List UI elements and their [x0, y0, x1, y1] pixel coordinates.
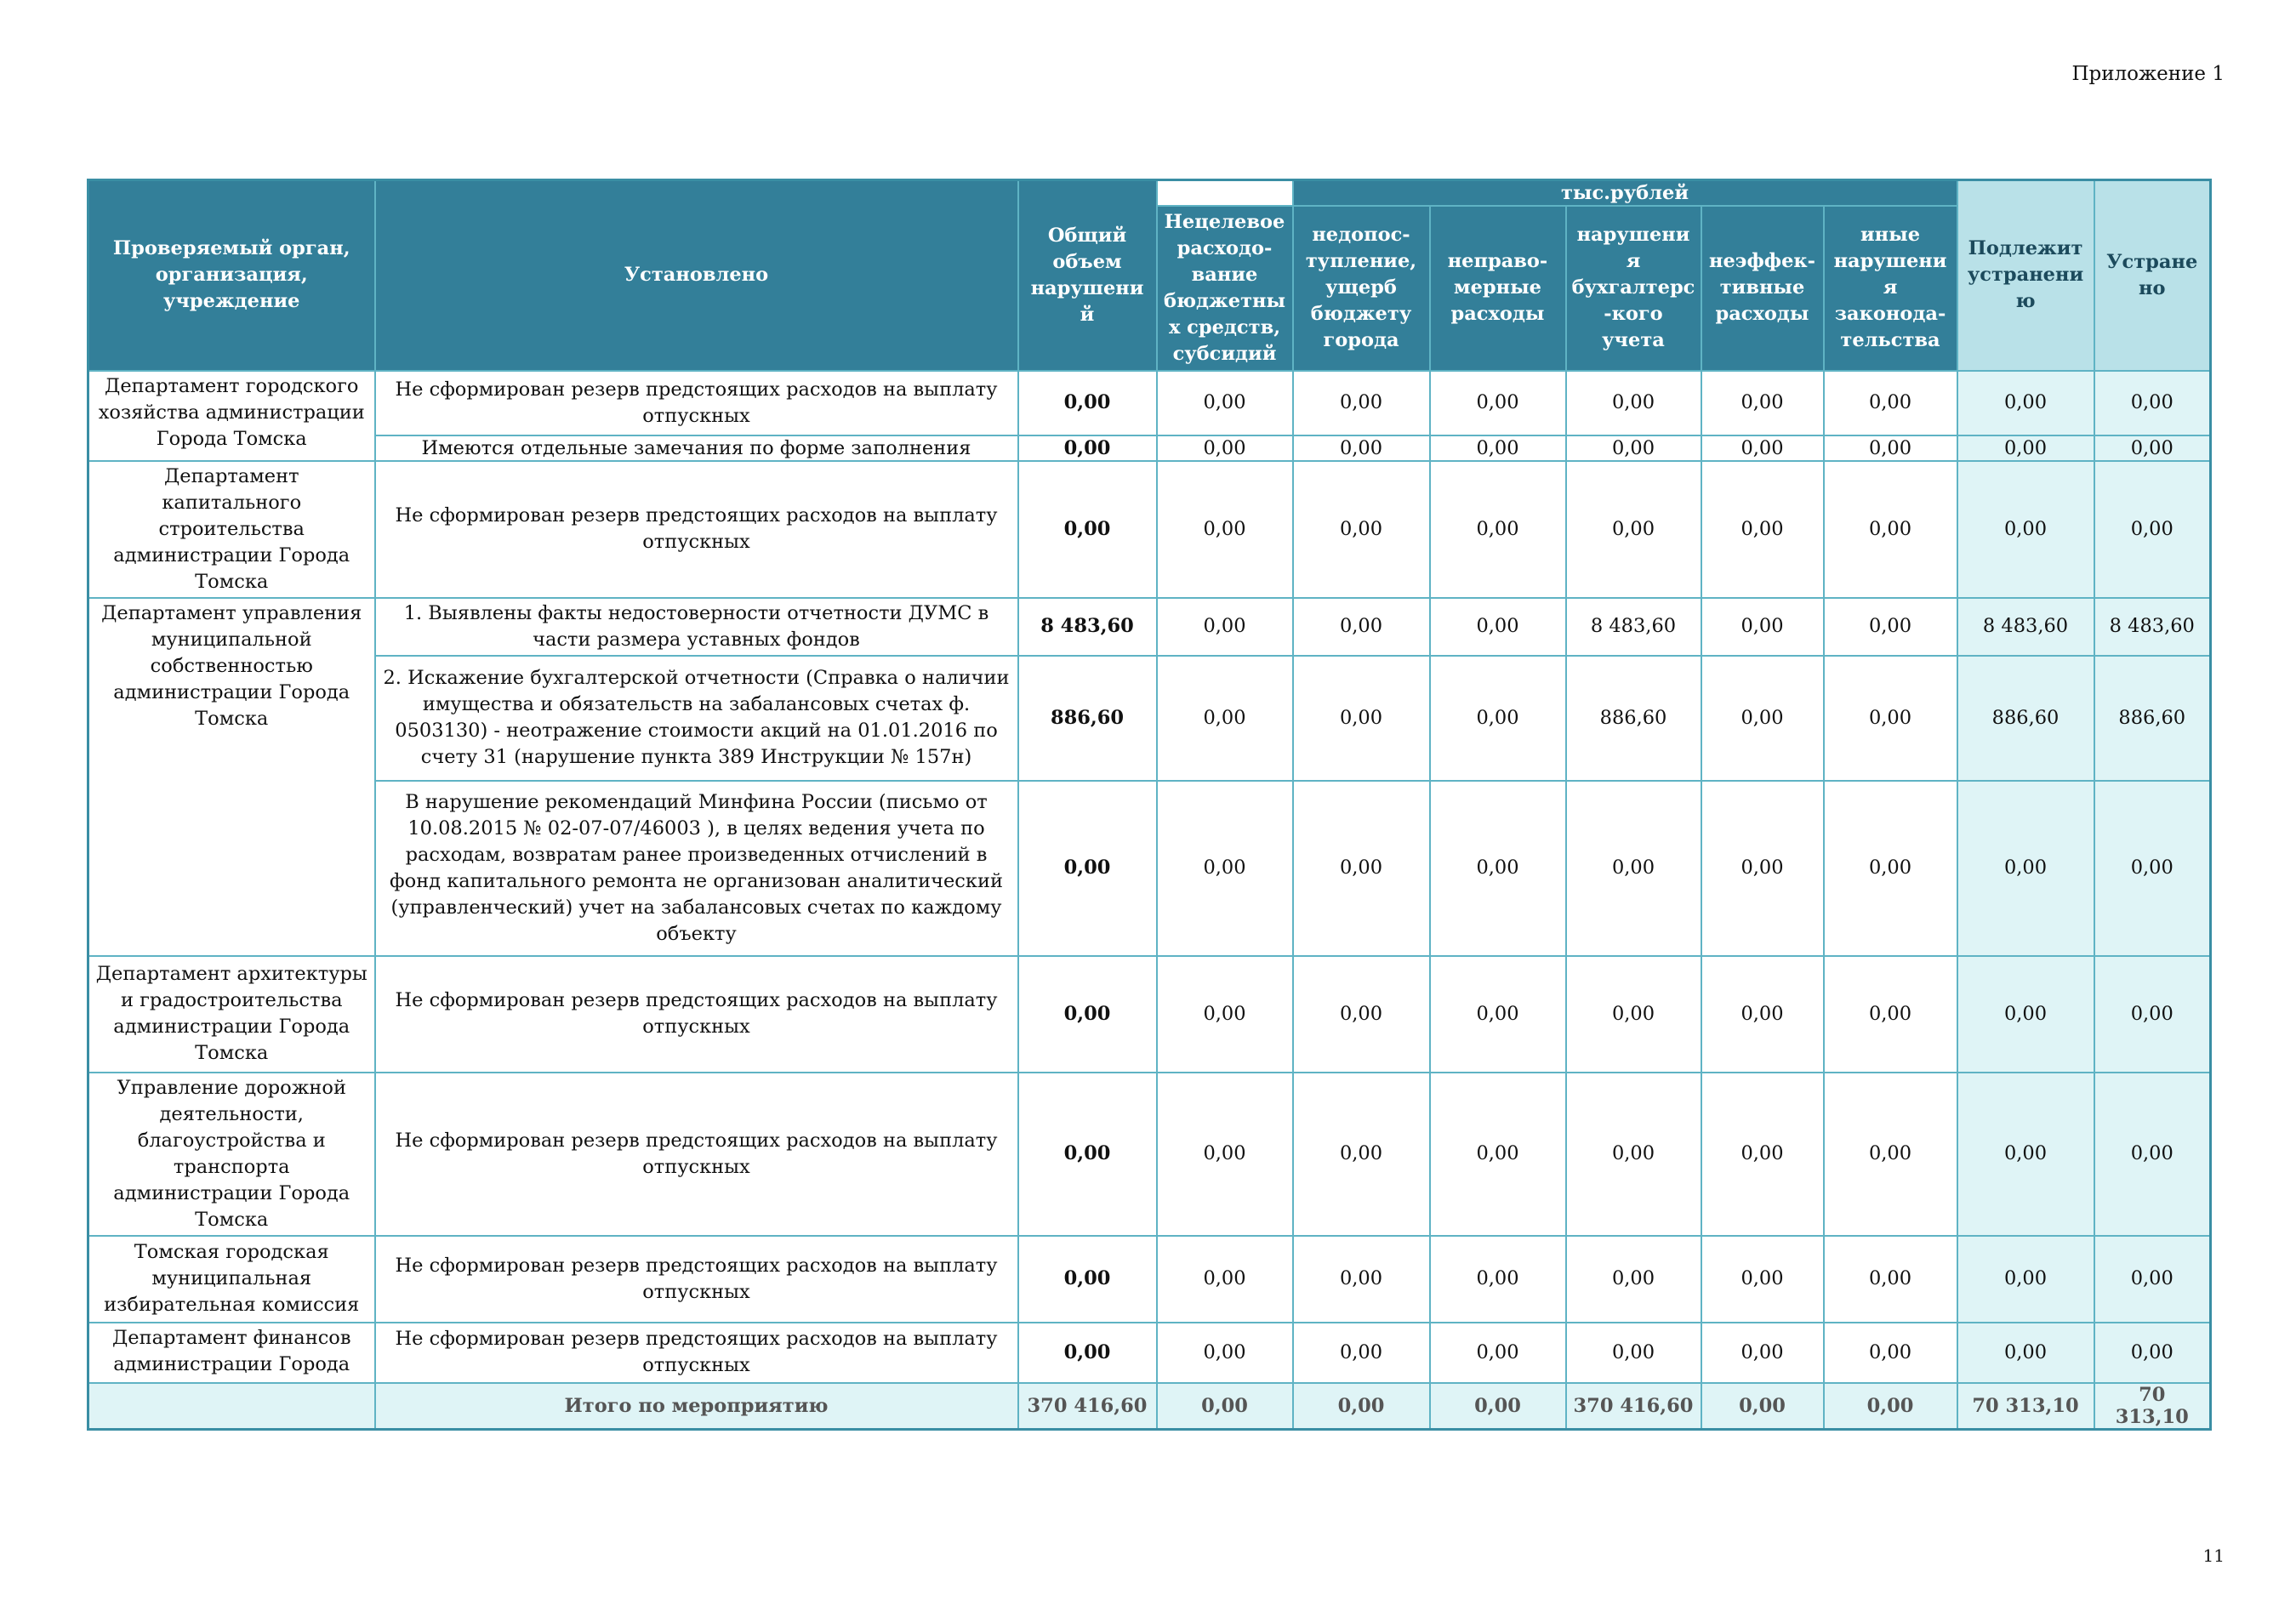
org-cell: Томская городская муниципальная избирательная комиссия: [88, 1236, 375, 1323]
value-other: 0,00: [1824, 435, 1957, 461]
value-accounting: 886,60: [1566, 656, 1701, 781]
value-total: 0,00: [1018, 435, 1157, 461]
value-other: 0,00: [1824, 461, 1957, 598]
table-row: [88, 1073, 2211, 1236]
value-misuse: 0,00: [1157, 371, 1293, 435]
value-to-fix: 0,00: [1957, 1073, 2094, 1236]
value-to-fix: 0,00: [1957, 956, 2094, 1073]
org-cell: Департамент архитектуры и градостроительства администрации Города Томска: [88, 956, 375, 1073]
header-to-fix: Подлежит устранению: [1957, 180, 2094, 371]
value-to-fix: 0,00: [1957, 1236, 2094, 1323]
value-accounting: 0,00: [1566, 435, 1701, 461]
table-row: [88, 1236, 2211, 1323]
value-unlawful: 0,00: [1430, 598, 1566, 656]
finding-cell: Не сформирован резерв предстоящих расходов на выплату отпускных: [375, 1323, 1018, 1383]
value-unlawful: 0,00: [1430, 781, 1566, 956]
value-misuse: 0,00: [1157, 1323, 1293, 1383]
value-misuse: 0,00: [1157, 956, 1293, 1073]
total-value-misuse: 0,00: [1157, 1383, 1293, 1430]
value-other: 0,00: [1824, 781, 1957, 956]
total-value-total: 370 416,60: [1018, 1383, 1157, 1430]
total-value-ineffective: 0,00: [1701, 1383, 1824, 1430]
value-shortfall: 0,00: [1293, 461, 1430, 598]
finding-cell: Не сформирован резерв предстоящих расходов на выплату отпускных: [375, 1236, 1018, 1323]
total-value-other: 0,00: [1824, 1383, 1957, 1430]
total-value-unlawful: 0,00: [1430, 1383, 1566, 1430]
value-ineffective: 0,00: [1701, 1323, 1824, 1383]
header-shortfall: недопос-тупление, ущерб бюджету города: [1293, 206, 1430, 371]
value-other: 0,00: [1824, 1073, 1957, 1236]
value-ineffective: 0,00: [1701, 1236, 1824, 1323]
total-empty-cell: [88, 1383, 375, 1430]
value-accounting: 0,00: [1566, 371, 1701, 435]
org-cell: Департамент городского хозяйства администрации Города Томска: [88, 371, 375, 461]
value-other: 0,00: [1824, 598, 1957, 656]
value-shortfall: 0,00: [1293, 956, 1430, 1073]
table-row: [88, 956, 2211, 1073]
value-fixed: 0,00: [2094, 1323, 2211, 1383]
header-established: Установлено: [375, 180, 1018, 371]
finding-cell: Не сформирован резерв предстоящих расходов на выплату отпускных: [375, 956, 1018, 1073]
table-row: [88, 598, 2211, 656]
value-total: 886,60: [1018, 656, 1157, 781]
value-ineffective: 0,00: [1701, 598, 1824, 656]
total-value-to-fix: 70 313,10: [1957, 1383, 2094, 1430]
header-other: иные нарушения законода-тельства: [1824, 206, 1957, 371]
value-fixed: 0,00: [2094, 781, 2211, 956]
value-to-fix: 0,00: [1957, 781, 2094, 956]
finding-cell: В нарушение рекомендаций Минфина России (письмо от 10.08.2015 № 02-07-07/46003 ), в целях ведения учета по расходам, возвратам ранее произведенных отчислений в фонд капитального ремонта не организован аналитический (управленческий) учет на забалансовых счетах по каждому объекту: [375, 781, 1018, 956]
violations-table: [87, 179, 2212, 1431]
value-to-fix: 8 483,60: [1957, 598, 2094, 656]
value-accounting: 8 483,60: [1566, 598, 1701, 656]
value-ineffective: 0,00: [1701, 656, 1824, 781]
value-unlawful: 0,00: [1430, 956, 1566, 1073]
finding-cell: Не сформирован резерв предстоящих расходов на выплату отпускных: [375, 461, 1018, 598]
value-shortfall: 0,00: [1293, 1073, 1430, 1236]
value-other: 0,00: [1824, 1323, 1957, 1383]
table-row: [88, 656, 2211, 781]
value-to-fix: 0,00: [1957, 435, 2094, 461]
total-value-shortfall: 0,00: [1293, 1383, 1430, 1430]
value-misuse: 0,00: [1157, 435, 1293, 461]
value-ineffective: 0,00: [1701, 371, 1824, 435]
value-misuse: 0,00: [1157, 1073, 1293, 1236]
finding-cell: Имеются отдельные замечания по форме заполнения: [375, 435, 1018, 461]
total-label: Итого по мероприятию: [375, 1383, 1018, 1430]
org-cell: Управление дорожной деятельности, благоустройства и транспорта администрации Города Томска: [88, 1073, 375, 1236]
value-to-fix: 0,00: [1957, 371, 2094, 435]
finding-cell: Не сформирован резерв предстоящих расходов на выплату отпускных: [375, 371, 1018, 435]
value-ineffective: 0,00: [1701, 781, 1824, 956]
value-ineffective: 0,00: [1701, 956, 1824, 1073]
header-accounting: нарушения бухгалтерс-кого учета: [1566, 206, 1701, 371]
value-accounting: 0,00: [1566, 1323, 1701, 1383]
value-fixed: 0,00: [2094, 1236, 2211, 1323]
value-to-fix: 0,00: [1957, 461, 2094, 598]
value-shortfall: 0,00: [1293, 1236, 1430, 1323]
value-shortfall: 0,00: [1293, 598, 1430, 656]
value-accounting: 0,00: [1566, 1236, 1701, 1323]
value-shortfall: 0,00: [1293, 435, 1430, 461]
value-shortfall: 0,00: [1293, 371, 1430, 435]
value-unlawful: 0,00: [1430, 435, 1566, 461]
total-value-accounting: 370 416,60: [1566, 1383, 1701, 1430]
value-ineffective: 0,00: [1701, 461, 1824, 598]
value-unlawful: 0,00: [1430, 1323, 1566, 1383]
value-accounting: 0,00: [1566, 956, 1701, 1073]
value-fixed: 0,00: [2094, 1073, 2211, 1236]
value-unlawful: 0,00: [1430, 1073, 1566, 1236]
value-total: 0,00: [1018, 1073, 1157, 1236]
org-cell: Департамент капитального строительства администрации Города Томска: [88, 461, 375, 598]
value-unlawful: 0,00: [1430, 656, 1566, 781]
finding-cell: 1. Выявлены факты недостоверности отчетности ДУМС в части размера уставных фондов: [375, 598, 1018, 656]
value-ineffective: 0,00: [1701, 435, 1824, 461]
value-shortfall: 0,00: [1293, 781, 1430, 956]
total-row: [88, 1383, 2211, 1430]
table-row: [88, 371, 2211, 435]
value-unlawful: 0,00: [1430, 371, 1566, 435]
header-total: Общий объем нарушений: [1018, 180, 1157, 371]
value-misuse: 0,00: [1157, 461, 1293, 598]
header-organ: Проверяемый орган, организация, учреждение: [88, 180, 375, 371]
value-total: 0,00: [1018, 781, 1157, 956]
value-misuse: 0,00: [1157, 1236, 1293, 1323]
header-misuse: Нецелевое расходо-вание бюджетных средств, субсидий: [1157, 206, 1293, 371]
value-shortfall: 0,00: [1293, 1323, 1430, 1383]
value-accounting: 0,00: [1566, 781, 1701, 956]
value-accounting: 0,00: [1566, 461, 1701, 598]
value-misuse: 0,00: [1157, 598, 1293, 656]
value-fixed: 0,00: [2094, 956, 2211, 1073]
table-row: [88, 781, 2211, 956]
header-unlawful: неправо-мерные расходы: [1430, 206, 1566, 371]
value-to-fix: 886,60: [1957, 656, 2094, 781]
value-fixed: 0,00: [2094, 371, 2211, 435]
value-fixed: 886,60: [2094, 656, 2211, 781]
value-misuse: 0,00: [1157, 781, 1293, 956]
value-fixed: 0,00: [2094, 435, 2211, 461]
finding-cell: 2. Искажение бухгалтерской отчетности (Справка о наличии имущества и обязательств на забалансовых счетах ф. 0503130) - неотражение стоимости акций на 01.01.2016 по счету 31 (нарушение пункта 389 Инструкции № 157н): [375, 656, 1018, 781]
value-fixed: 8 483,60: [2094, 598, 2211, 656]
header-units: тыс.рублей: [1293, 180, 1957, 206]
org-cell: Департамент финансов администрации Города: [88, 1323, 375, 1383]
value-unlawful: 0,00: [1430, 461, 1566, 598]
value-shortfall: 0,00: [1293, 656, 1430, 781]
value-ineffective: 0,00: [1701, 1073, 1824, 1236]
header-blank-cell: [1157, 180, 1293, 206]
value-total: 0,00: [1018, 1236, 1157, 1323]
value-accounting: 0,00: [1566, 1073, 1701, 1236]
value-unlawful: 0,00: [1430, 1236, 1566, 1323]
value-other: 0,00: [1824, 656, 1957, 781]
value-total: 0,00: [1018, 956, 1157, 1073]
appendix-label: Приложение 1: [2071, 63, 2225, 85]
value-other: 0,00: [1824, 371, 1957, 435]
table-row: [88, 461, 2211, 598]
value-total: 0,00: [1018, 371, 1157, 435]
value-other: 0,00: [1824, 956, 1957, 1073]
finding-cell: Не сформирован резерв предстоящих расходов на выплату отпускных: [375, 1073, 1018, 1236]
total-value-fixed: 70 313,10: [2094, 1383, 2211, 1430]
org-cell: Департамент управления муниципальной собственностью администрации Города Томска: [88, 598, 375, 956]
value-total: 0,00: [1018, 461, 1157, 598]
table-row: [88, 435, 2211, 461]
value-total: 0,00: [1018, 1323, 1157, 1383]
value-misuse: 0,00: [1157, 656, 1293, 781]
header-fixed: Устранено: [2094, 180, 2211, 371]
page-number: 11: [2202, 1545, 2225, 1566]
value-to-fix: 0,00: [1957, 1323, 2094, 1383]
table-row: [88, 1323, 2211, 1383]
value-other: 0,00: [1824, 1236, 1957, 1323]
value-fixed: 0,00: [2094, 461, 2211, 598]
value-total: 8 483,60: [1018, 598, 1157, 656]
header-ineffective: неэффек-тивные расходы: [1701, 206, 1824, 371]
